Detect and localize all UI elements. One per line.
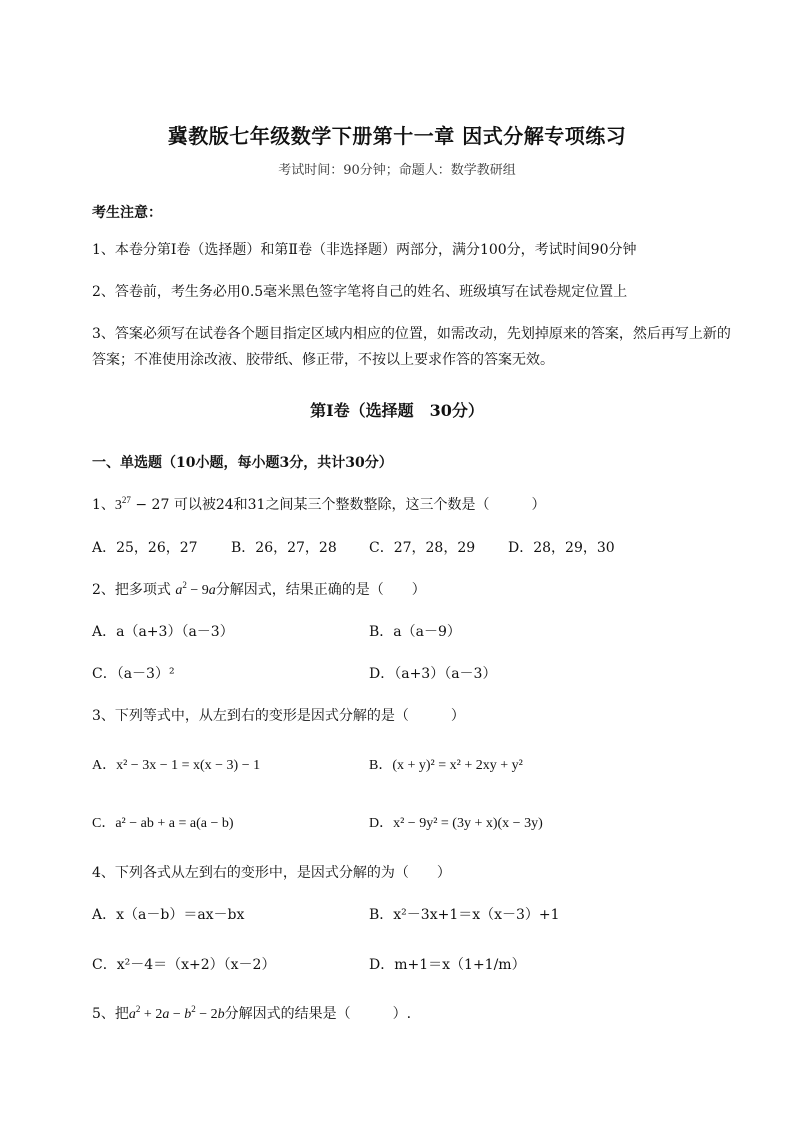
q3-option-c: C．a² − ab + a = a(a − b) [92, 816, 234, 831]
q4-option-b: B．x²－3x+1＝x（x－3）+1 [369, 907, 560, 923]
question-5-prefix: 把 [114, 1006, 129, 1022]
notice-heading: 考生注意： [92, 205, 162, 221]
part-title: 一、单选题（10小题，每小题3分，共计30分） [92, 455, 393, 471]
q1-option-b: B．26，27，28 [231, 540, 337, 556]
notice-item-2: 2、答卷前，考生务必用0.5毫米黑色签字笔将自己的姓名、班级填写在试卷规定位置上 [92, 284, 628, 300]
question-1 [92, 494, 545, 514]
exam-info: 考试时间：90分钟；命题人：数学教研组 [278, 163, 516, 178]
q3-option-b: B．(x + y)² = x² + 2xy + y² [369, 758, 523, 773]
notice-item-3: 3、答案必须写在试卷各个题目指定区域内相应的位置，如需改动，先划掉原来的答案，然后再写上新的答案；不准使用涂改液、胶带纸、修正带，不按以上要求作答的答案无效。 [92, 326, 731, 368]
q2-option-c: C．（a－3）² [92, 666, 175, 682]
question-5-number: 5、 [92, 1006, 115, 1022]
q1-option-d: D．28，29，30 [508, 540, 615, 556]
q3-option-d: D．x² − 9y² = (3y + x)(x − 3y) [369, 816, 543, 831]
question-1-text: − 27 可以被24和31之间某三个整数整除，这三个数是（ ） [130, 497, 546, 513]
question-3: 3、下列等式中，从左到右的变形是因式分解的是（ ） [92, 708, 465, 724]
question-2-expression: $a^2 - 9a$ [175, 580, 216, 598]
notice-item-1: 1、本卷分第I卷（选择题）和第Ⅱ卷（非选择题）两部分，满分100分，考试时间90分钟 [92, 242, 637, 258]
q2-option-d: D．（a+3）（a－3） [369, 666, 497, 682]
q4-option-a: A．x（a－b）＝ax－bx [92, 907, 245, 923]
question-2-number: 2、 [92, 582, 115, 598]
section-title: 第I卷（选择题 30分） [310, 401, 484, 420]
q4-option-d: D．m+1＝x（1+1/m） [369, 957, 526, 973]
q1-option-c: C．27，28，29 [369, 540, 476, 556]
q2-option-b: B．a（a－9） [369, 624, 461, 640]
question-1-base: 3 [114, 498, 122, 513]
question-5-text: 分解因式的结果是（ ）. [224, 1006, 412, 1022]
q2-option-a: A．a（a+3）（a－3） [92, 624, 234, 640]
q3-option-a: A．x² − 3x − 1 = x(x − 3) − 1 [92, 758, 261, 773]
question-1-number: 1、 [92, 497, 115, 513]
question-5 [92, 1003, 411, 1023]
question-1-exponent: 27 [121, 495, 131, 505]
question-2-prefix: 把多项式 [114, 582, 176, 598]
document-title: 冀教版七年级数学下册第十一章 因式分解专项练习 [167, 124, 627, 148]
q4-option-c: C．x²－4＝（x+2）（x－2） [92, 957, 276, 973]
question-2 [92, 579, 426, 599]
question-5-expression: $a^2 + 2a - b^2 - 2b$ [128, 1004, 225, 1022]
question-2-text: 分解因式，结果正确的是（ ） [215, 582, 426, 598]
question-4: 4、下列各式从左到右的变形中，是因式分解的为（ ） [92, 865, 451, 881]
q1-option-a: A．25，26，27 [92, 540, 198, 556]
